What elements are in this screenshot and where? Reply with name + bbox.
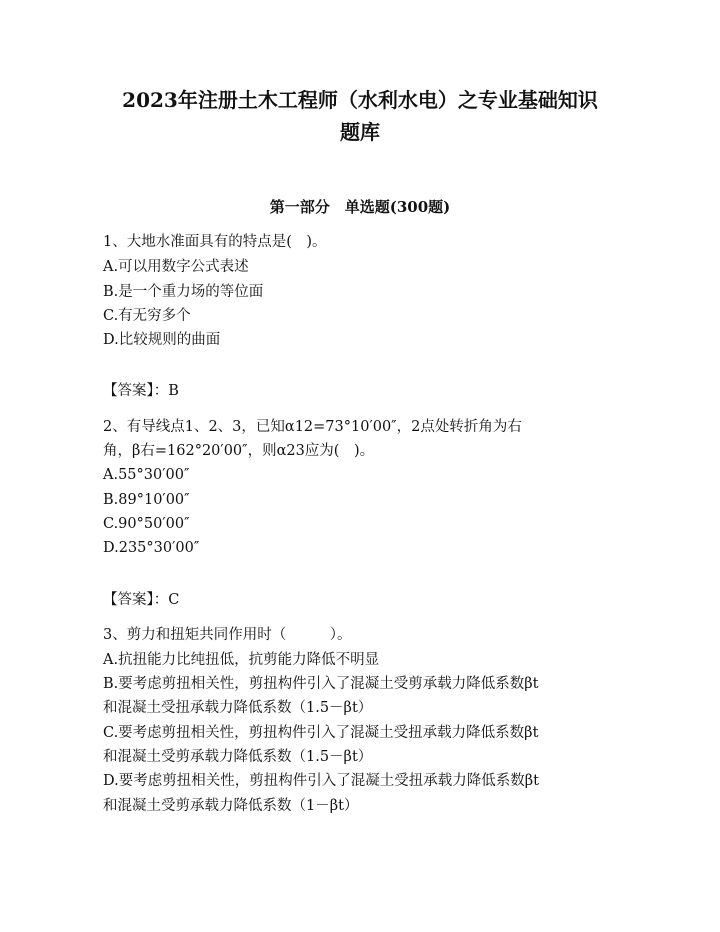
q3-option-d-line1: D.要考虑剪扭相关性，剪扭构件引入了混凝土受扭承载力降低系数βt bbox=[103, 773, 539, 789]
q1-answer: 【答案】：B bbox=[103, 383, 179, 399]
q2-answer: 【答案】：C bbox=[103, 592, 180, 608]
q2-option-c: C.90°50′00″ bbox=[103, 516, 190, 532]
q3-option-d-line2: 和混凝土受剪承载力降低系数（1－βt） bbox=[103, 798, 359, 814]
q3-option-b-line1: B.要考虑剪扭相关性，剪扭构件引入了混凝土受剪承载力降低系数βt bbox=[103, 676, 539, 692]
q2-option-d: D.235°30′00″ bbox=[103, 540, 200, 556]
q2-option-a: A.55°30′00″ bbox=[103, 467, 190, 483]
q1-option-a: A.可以用数字公式表述 bbox=[103, 259, 249, 275]
q3-option-c-line1: C.要考虑剪扭相关性，剪扭构件引入了混凝土受扭承载力降低系数βt bbox=[103, 725, 539, 741]
q1-stem: 1、大地水准面具有的特点是( )。 bbox=[103, 234, 327, 250]
q1-option-c: C.有无穷多个 bbox=[103, 308, 191, 324]
q3-option-a: A.抗扭能力比纯扭低，抗剪能力降低不明显 bbox=[103, 652, 380, 668]
q2-stem-line1: 2、有导线点1、2、3，已知α12=73°10′00″，2点处转折角为右 bbox=[103, 419, 522, 435]
q3-option-c-line2: 和混凝土受剪承载力降低系数（1.5－βt） bbox=[103, 749, 373, 765]
q3-stem: 3、剪力和扭矩共同作用时（ ）。 bbox=[103, 627, 352, 643]
document-title-line1: 2023年注册土木工程师（水利水电）之专业基础知识 bbox=[122, 88, 598, 112]
q3-option-b-line2: 和混凝土受扭承载力降低系数（1.5－βt） bbox=[103, 700, 373, 716]
document-title-line2: 题库 bbox=[340, 120, 380, 144]
q2-option-b: B.89°10′00″ bbox=[103, 492, 190, 508]
q2-stem-line2: 角，β右=162°20′00″，则α23应为( )。 bbox=[103, 443, 375, 459]
q1-option-b: B.是一个重力场的等位面 bbox=[103, 284, 264, 300]
section-heading: 第一部分 单选题(300题) bbox=[269, 198, 451, 216]
q1-option-d: D.比较规则的曲面 bbox=[103, 332, 221, 348]
